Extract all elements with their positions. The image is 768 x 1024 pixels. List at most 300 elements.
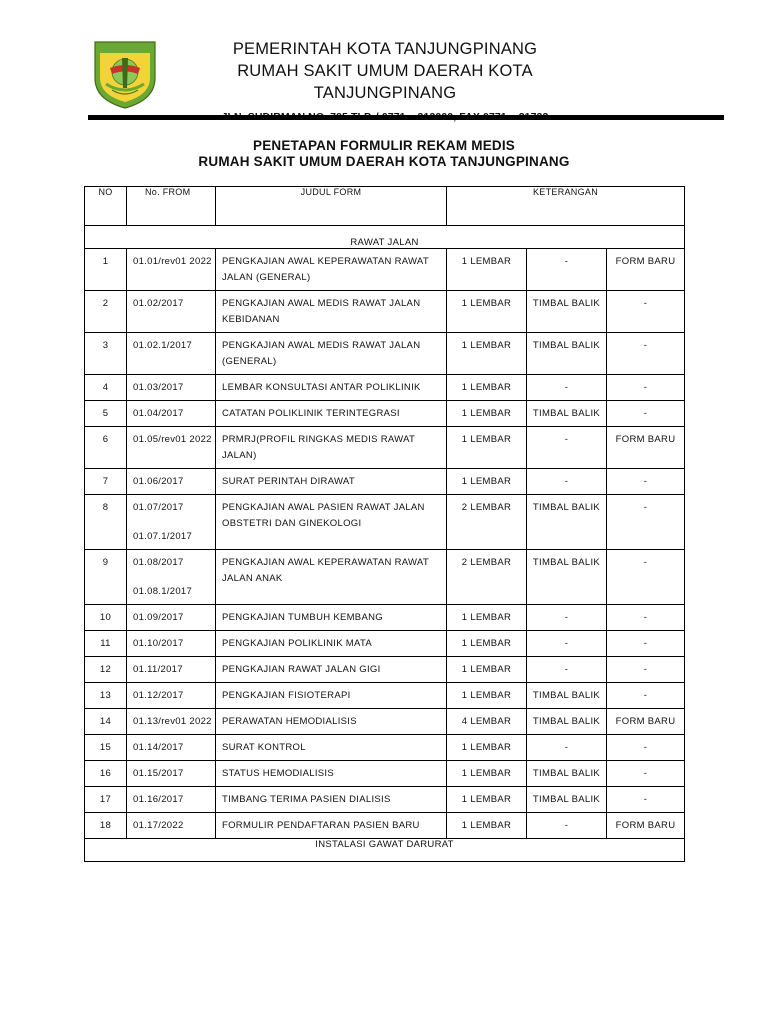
row-sheet-count-value: 1 LEMBAR: [461, 408, 512, 419]
table-row: [85, 787, 685, 813]
row-no-value: 4: [102, 382, 109, 393]
row-form-number-value: 01.08/2017: [133, 557, 184, 568]
row-no-value: 5: [102, 408, 109, 419]
forms-table: [84, 186, 685, 862]
row-form-number: [127, 550, 216, 605]
row-form-number: [127, 813, 216, 839]
row-form-number-text: [127, 761, 215, 786]
row-form-number-value: 01.16/2017: [133, 794, 184, 805]
row-status-text: [607, 495, 684, 520]
row-status-value: -: [643, 298, 648, 309]
row-sheet-count-value: 1 LEMBAR: [461, 638, 512, 649]
row-keterangan-text: [527, 631, 606, 656]
row-form-number-value: 01.17/2022: [133, 820, 184, 831]
row-form-title-text: [216, 291, 446, 332]
section-row: [85, 226, 685, 249]
row-form-title: [216, 495, 447, 550]
row-status: [607, 249, 685, 291]
row-status-text: [607, 709, 684, 734]
row-no: [85, 605, 127, 631]
row-form-title-value: PENGKAJIAN FISIOTERAPI: [222, 690, 351, 701]
letterhead-line2: RUMAH SAKIT UMUM DAERAH KOTA TANJUNGPINANG: [237, 62, 533, 102]
table-row: [85, 333, 685, 375]
row-sheet-count-value: 1 LEMBAR: [461, 476, 512, 487]
row-status: [607, 550, 685, 605]
row-sheet-count: [447, 709, 527, 735]
row-keterangan: [527, 249, 607, 291]
row-form-title-text: [216, 683, 446, 708]
row-no-text: [85, 495, 126, 520]
row-form-number-text: [127, 401, 215, 426]
row-form-number-text: [127, 709, 215, 734]
row-sheet-count: [447, 683, 527, 709]
row-no: [85, 709, 127, 735]
row-keterangan-value: -: [564, 638, 569, 649]
row-sheet-count: [447, 495, 527, 550]
row-form-number: [127, 735, 216, 761]
row-status-text: [607, 683, 684, 708]
row-keterangan: [527, 761, 607, 787]
row-keterangan: [527, 813, 607, 839]
row-form-title-value: PENGKAJIAN TUMBUH KEMBANG: [222, 612, 383, 623]
row-status-text: [607, 375, 684, 400]
row-no-value: 6: [102, 434, 109, 445]
row-no-value: 12: [99, 664, 112, 675]
row-keterangan: [527, 401, 607, 427]
row-form-number: [127, 495, 216, 550]
row-no-text: [85, 469, 126, 494]
row-sheet-count: [447, 469, 527, 495]
row-sheet-count-text: [447, 249, 526, 274]
row-form-number-value: 01.01/rev01 2022: [133, 256, 212, 267]
row-form-title: [216, 735, 447, 761]
table-row: [85, 683, 685, 709]
row-no-value: 2: [102, 298, 109, 309]
table-row: [85, 550, 685, 605]
row-keterangan-value: -: [564, 256, 569, 267]
row-status: [607, 787, 685, 813]
row-form-number-value: 01.14/2017: [133, 742, 184, 753]
row-form-title-value: STATUS HEMODIALISIS: [222, 768, 334, 779]
row-sheet-count-value: 1 LEMBAR: [461, 768, 512, 779]
row-status-value: -: [643, 557, 648, 568]
row-status-value: -: [643, 382, 648, 393]
row-keterangan-text: [527, 605, 606, 630]
row-form-title-text: [216, 709, 446, 734]
row-keterangan: [527, 495, 607, 550]
row-form-number: [127, 761, 216, 787]
row-no: [85, 787, 127, 813]
row-status-text: [607, 605, 684, 630]
row-form-number: [127, 469, 216, 495]
row-form-number: [127, 709, 216, 735]
row-no-text: [85, 735, 126, 760]
row-sheet-count-value: 1 LEMBAR: [461, 256, 512, 267]
row-sheet-count-value: 1 LEMBAR: [461, 382, 512, 393]
row-form-title: [216, 249, 447, 291]
row-form-title-value: PENGKAJIAN POLIKLINIK MATA: [222, 638, 372, 649]
row-form-number: [127, 605, 216, 631]
row-no-value: 3: [102, 340, 109, 351]
row-no-value: 15: [99, 742, 112, 753]
row-form-number-value: 01.02.1/2017: [133, 340, 193, 351]
row-keterangan: [527, 550, 607, 605]
row-status: [607, 735, 685, 761]
row-keterangan-text: [527, 495, 606, 520]
row-no-text: [85, 605, 126, 630]
row-no-value: 1: [102, 256, 109, 267]
row-no-value: 11: [100, 638, 111, 649]
row-form-title-value: PENGKAJIAN AWAL KEPERAWATAN RAWAT JALAN (GENERAL): [222, 256, 429, 283]
row-no-value: 7: [102, 476, 109, 487]
row-status-value: -: [643, 408, 648, 419]
row-form-title-value: PENGKAJIAN AWAL MEDIS RAWAT JALAN (GENERAL): [222, 340, 421, 367]
row-no-text: [85, 813, 126, 838]
row-no-value: 16: [99, 768, 112, 779]
row-status-value: -: [643, 768, 648, 779]
row-sheet-count: [447, 333, 527, 375]
row-keterangan-text: [527, 761, 606, 786]
row-keterangan-value: TIMBAL BALIK: [532, 794, 601, 805]
row-sheet-count: [447, 631, 527, 657]
row-form-title-value: CATATAN POLIKLINIK TERINTEGRASI: [222, 408, 400, 419]
row-form-number-text: [127, 375, 215, 400]
row-sheet-count-text: [447, 375, 526, 400]
row-sheet-count-text: [447, 631, 526, 656]
table-row: [85, 401, 685, 427]
row-no-text: [85, 249, 126, 274]
table-body: [85, 226, 685, 862]
row-no: [85, 427, 127, 469]
row-status-text: [607, 333, 684, 358]
row-form-title: [216, 761, 447, 787]
row-sheet-count-text: [447, 550, 526, 575]
row-keterangan-text: [527, 291, 606, 316]
row-status: [607, 495, 685, 550]
row-no: [85, 495, 127, 550]
row-no: [85, 761, 127, 787]
row-sheet-count-text: [447, 813, 526, 838]
title-line2: RUMAH SAKIT UMUM DAERAH KOTA TANJUNGPINANG: [198, 154, 570, 169]
table-row: [85, 735, 685, 761]
row-keterangan: [527, 605, 607, 631]
row-status-text: [607, 291, 684, 316]
row-form-title-value: PENGKAJIAN AWAL MEDIS RAWAT JALAN KEBIDANAN: [222, 298, 421, 325]
row-form-title-text: [216, 605, 446, 630]
row-form-title-text: [216, 401, 446, 426]
row-no-text: [85, 375, 126, 400]
row-form-title-value: PRMRJ(PROFIL RINGKAS MEDIS RAWAT JALAN): [222, 434, 415, 461]
city-logo: [92, 38, 158, 110]
row-status-text: [607, 761, 684, 786]
row-no-text: [85, 550, 126, 575]
row-keterangan-text: [527, 401, 606, 426]
row-no: [85, 683, 127, 709]
row-sheet-count: [447, 550, 527, 605]
row-status-value: -: [643, 340, 648, 351]
row-form-title-value: TIMBANG TERIMA PASIEN DIALISIS: [222, 794, 391, 805]
row-no: [85, 469, 127, 495]
row-form-number-text: [127, 735, 215, 760]
row-no-text: [85, 709, 126, 734]
row-form-number: [127, 657, 216, 683]
row-form-number: [127, 683, 216, 709]
row-status-value: -: [643, 794, 648, 805]
row-status-text: [607, 735, 684, 760]
table-row: [85, 709, 685, 735]
row-status: [607, 709, 685, 735]
row-form-title-text: [216, 249, 446, 290]
row-status-value: -: [643, 612, 648, 623]
row-status-text: [607, 469, 684, 494]
row-form-title: [216, 469, 447, 495]
row-no-value: 9: [102, 557, 109, 568]
row-sheet-count: [447, 813, 527, 839]
row-status-value: -: [643, 690, 648, 701]
row-status-value: -: [643, 476, 648, 487]
row-status: [607, 427, 685, 469]
row-form-title: [216, 787, 447, 813]
row-no-text: [85, 333, 126, 358]
row-no: [85, 291, 127, 333]
row-form-title-text: [216, 375, 446, 400]
row-form-number-value: 01.11/2017: [133, 664, 183, 675]
row-form-title: [216, 657, 447, 683]
row-sheet-count-value: 1 LEMBAR: [461, 340, 512, 351]
row-form-title-text: [216, 813, 446, 838]
row-status-value: -: [643, 638, 648, 649]
row-keterangan-text: [527, 550, 606, 575]
row-keterangan-value: TIMBAL BALIK: [532, 716, 601, 727]
row-status-text: [607, 813, 684, 838]
row-form-title-text: [216, 657, 446, 682]
row-no: [85, 375, 127, 401]
row-sheet-count-value: 1 LEMBAR: [461, 664, 512, 675]
row-sheet-count: [447, 657, 527, 683]
row-sheet-count-value: 1 LEMBAR: [461, 298, 512, 309]
row-keterangan-value: -: [564, 820, 569, 831]
row-form-number-value: 01.06/2017: [133, 476, 184, 487]
table-row: [85, 375, 685, 401]
row-form-title-value: PENGKAJIAN AWAL KEPERAWATAN RAWAT JALAN ANAK: [222, 557, 429, 584]
row-keterangan: [527, 657, 607, 683]
row-form-number-text: [127, 291, 215, 316]
row-form-title-value: PENGKAJIAN AWAL PASIEN RAWAT JALAN OBSTETRI DAN GINEKOLOGI: [222, 502, 425, 529]
row-form-title: [216, 401, 447, 427]
row-form-title-text: [216, 427, 446, 468]
row-no-value: 14: [99, 716, 112, 727]
row-sheet-count: [447, 761, 527, 787]
section-igd: INSTALASI GAWAT DARURAT: [85, 839, 685, 862]
row-form-number-value: 01.10/2017: [133, 638, 184, 649]
row-form-number-text: [127, 469, 215, 494]
row-form-title: [216, 333, 447, 375]
row-status-value: FORM BARU: [615, 716, 676, 727]
section-rawat-jalan: RAWAT JALAN: [85, 226, 685, 249]
row-form-number-value: 01.12/2017: [133, 690, 184, 701]
row-status-text: [607, 427, 684, 452]
row-keterangan: [527, 291, 607, 333]
row-keterangan-value: -: [564, 664, 569, 675]
row-status-value: FORM BARU: [615, 256, 676, 267]
row-keterangan-value: TIMBAL BALIK: [532, 690, 601, 701]
row-no: [85, 813, 127, 839]
row-sheet-count: [447, 787, 527, 813]
row-no-text: [85, 787, 126, 812]
row-status: [607, 813, 685, 839]
row-sheet-count-text: [447, 401, 526, 426]
row-form-number: [127, 375, 216, 401]
row-sheet-count-text: [447, 657, 526, 682]
row-sheet-count-text: [447, 605, 526, 630]
row-sheet-count-text: [447, 735, 526, 760]
row-no-text: [85, 631, 126, 656]
row-form-number-text: [127, 657, 215, 682]
row-sheet-count-value: 2 LEMBAR: [461, 502, 512, 513]
header-judul: JUDUL FORM: [216, 187, 447, 226]
row-status: [607, 375, 685, 401]
row-form-number-value: 01.07/2017: [133, 502, 184, 513]
row-status: [607, 291, 685, 333]
row-status: [607, 605, 685, 631]
row-keterangan: [527, 375, 607, 401]
row-sheet-count: [447, 375, 527, 401]
row-no: [85, 550, 127, 605]
row-status: [607, 401, 685, 427]
table-row: [85, 291, 685, 333]
letterhead-rule: [88, 115, 724, 120]
table-row: [85, 469, 685, 495]
title-line1: PENETAPAN FORMULIR REKAM MEDIS: [253, 138, 515, 153]
row-status: [607, 469, 685, 495]
header-no: NO: [85, 187, 127, 226]
table-row: [85, 631, 685, 657]
row-form-number-text: [127, 249, 215, 274]
row-keterangan-text: [527, 375, 606, 400]
row-form-number-value: 01.03/2017: [133, 382, 184, 393]
row-form-title: [216, 375, 447, 401]
row-keterangan-text: [527, 333, 606, 358]
row-status-value: -: [643, 664, 648, 675]
row-form-number: [127, 401, 216, 427]
header-from: No. FROM: [127, 187, 216, 226]
table-header-row: [85, 187, 685, 226]
row-sheet-count-text: [447, 469, 526, 494]
row-form-title-value: PERAWATAN HEMODIALISIS: [222, 716, 357, 727]
row-keterangan-value: -: [564, 612, 569, 623]
row-form-number: [127, 249, 216, 291]
row-keterangan-text: [527, 735, 606, 760]
row-no: [85, 333, 127, 375]
table-row: [85, 427, 685, 469]
row-keterangan: [527, 683, 607, 709]
row-form-title-text: [216, 495, 446, 536]
row-no: [85, 631, 127, 657]
row-keterangan: [527, 709, 607, 735]
row-form-title-text: [216, 333, 446, 374]
row-sheet-count-text: [447, 761, 526, 786]
row-keterangan-value: -: [564, 476, 569, 487]
row-keterangan-text: [527, 813, 606, 838]
row-no: [85, 401, 127, 427]
row-no-value: 17: [99, 794, 112, 805]
row-no-text: [85, 761, 126, 786]
row-form-number-text: [127, 495, 215, 549]
row-form-title-text: [216, 631, 446, 656]
row-form-title-text: [216, 761, 446, 786]
row-sheet-count: [447, 249, 527, 291]
row-status-text: [607, 249, 684, 274]
letterhead: [170, 38, 600, 126]
row-sheet-count-text: [447, 683, 526, 708]
row-sheet-count-value: 4 LEMBAR: [461, 716, 512, 727]
section-row: [85, 839, 685, 862]
row-no-value: 13: [99, 690, 112, 701]
row-keterangan: [527, 631, 607, 657]
row-form-title-value: PENGKAJIAN RAWAT JALAN GIGI: [222, 664, 381, 675]
row-keterangan-value: TIMBAL BALIK: [532, 408, 601, 419]
row-sheet-count-value: 1 LEMBAR: [461, 434, 512, 445]
row-status: [607, 761, 685, 787]
row-sheet-count-text: [447, 427, 526, 452]
row-no-text: [85, 427, 126, 452]
row-keterangan: [527, 787, 607, 813]
row-sheet-count-value: 2 LEMBAR: [461, 557, 512, 568]
row-form-number: [127, 787, 216, 813]
row-sheet-count-text: [447, 333, 526, 358]
row-keterangan-value: TIMBAL BALIK: [532, 557, 601, 568]
row-form-number-text: [127, 813, 215, 838]
row-status: [607, 333, 685, 375]
row-no: [85, 657, 127, 683]
row-no: [85, 249, 127, 291]
row-keterangan: [527, 427, 607, 469]
row-form-title: [216, 631, 447, 657]
row-sheet-count-value: 1 LEMBAR: [461, 612, 512, 623]
row-form-title-text: [216, 735, 446, 760]
row-sheet-count: [447, 401, 527, 427]
table-row: [85, 605, 685, 631]
row-sheet-count-value: 1 LEMBAR: [461, 794, 512, 805]
row-form-number: [127, 333, 216, 375]
row-keterangan-value: TIMBAL BALIK: [532, 502, 601, 513]
row-form-number: [127, 631, 216, 657]
row-form-title: [216, 605, 447, 631]
row-keterangan: [527, 469, 607, 495]
row-form-number: [127, 291, 216, 333]
row-form-title: [216, 291, 447, 333]
row-no-value: 10: [99, 612, 112, 623]
row-status: [607, 657, 685, 683]
row-form-number-value: 01.07.1/2017: [133, 531, 193, 542]
row-form-number-value: 01.04/2017: [133, 408, 184, 419]
row-form-title: [216, 550, 447, 605]
row-no-text: [85, 401, 126, 426]
row-form-number-text: [127, 427, 215, 452]
document-title: [84, 138, 684, 170]
row-status-value: FORM BARU: [615, 434, 676, 445]
row-sheet-count-text: [447, 495, 526, 520]
row-sheet-count-value: 1 LEMBAR: [461, 742, 512, 753]
row-sheet-count-text: [447, 709, 526, 734]
row-keterangan-text: [527, 683, 606, 708]
row-no-value: 18: [99, 820, 112, 831]
row-form-number-text: [127, 631, 215, 656]
row-keterangan-text: [527, 657, 606, 682]
row-status: [607, 631, 685, 657]
row-form-number: [127, 427, 216, 469]
row-keterangan-value: TIMBAL BALIK: [532, 340, 601, 351]
